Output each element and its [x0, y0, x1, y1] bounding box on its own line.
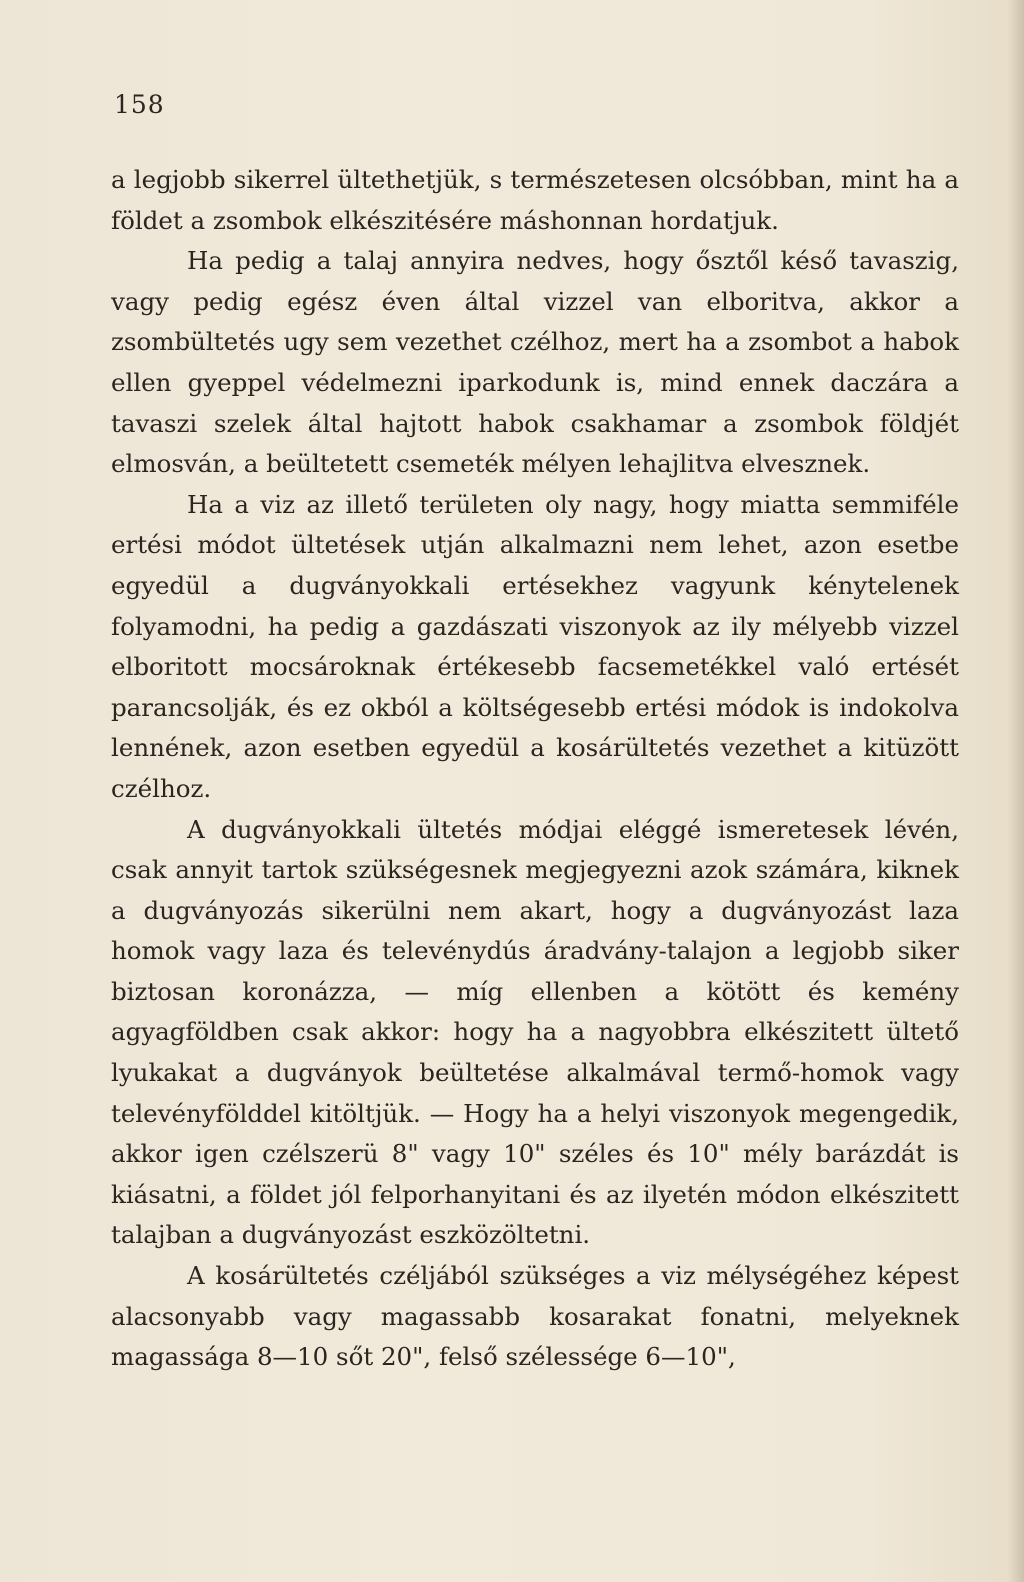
paragraph-continuation: a legjobb sikerrel ültethetjük, s természetesen olcsóbban, mint ha a földet a zsombok elkészitésére máshonnan hordatjuk.	[111, 165, 959, 235]
paragraph: A dugványokkali ültetés módjai eléggé ismeretesek lévén, csak annyit tartok szükségesnek megjegyezni azok számára, kiknek a dugványozás sikerülni nem akart, hogy a dugványozást laza homok vagy laza és televénydús áradvány-talajon a legjobb siker biztosan koronázza, — míg ellenben a kötött és kemény agyagföldben csak akkor: hogy ha a nagyobbra elkészitett ültető lyukakat a dugványok beültetése alkalmával termő-homok vagy televényfölddel kitöltjük. — Hogy ha a helyi viszonyok megengedik, akkor igen czélszerü 8" vagy 10" széles és 10" mély barázdát is kiásatni, a földet jól felporhanyitani és az ilyetén módon elkészitett talajban a dugványozást eszközöltetni.	[111, 814, 959, 1250]
page-edge-shadow	[1008, 0, 1024, 1582]
paragraph: A kosárültetés czéljából szükséges a viz mélységéhez képest alacsonyabb vagy magassabb kosarakat fonatni, melyeknek magassága 8—10 sőt 20", felső szélessége 6—10",	[111, 1261, 959, 1372]
body-text	[111, 160, 959, 1378]
page-number: 158	[114, 90, 165, 119]
paragraph: Ha pedig a talaj annyira nedves, hogy ősztől késő tavaszig, vagy pedig egész éven által vizzel van elboritva, akkor a zsombültetés ugy sem vezethet czélhoz, mert ha a zsombot a habok ellen gyeppel védelmezni iparkodunk is, mind ennek daczára a tavaszi szelek által hajtott habok csakhamar a zsombok földjét elmosván, a beültetett csemeték mélyen lehajlitva elvesznek.	[111, 246, 959, 479]
paragraph: Ha a viz az illető területen oly nagy, hogy miatta semmiféle ertési módot ültetések utján alkalmazni nem lehet, azon esetbe egyedül a dugványokkali ertésekhez vagyunk kénytelenek folyamodni, ha pedig a gazdászati viszonyok az ily mélyebb vizzel elboritott mocsároknak értékesebb facsemetékkel való ertését parancsolják, és ez okból a költségesebb ertési módok is indokolva lennének, azon esetben egyedül a kosárültetés vezethet a kitüzött czélhoz.	[111, 489, 959, 803]
